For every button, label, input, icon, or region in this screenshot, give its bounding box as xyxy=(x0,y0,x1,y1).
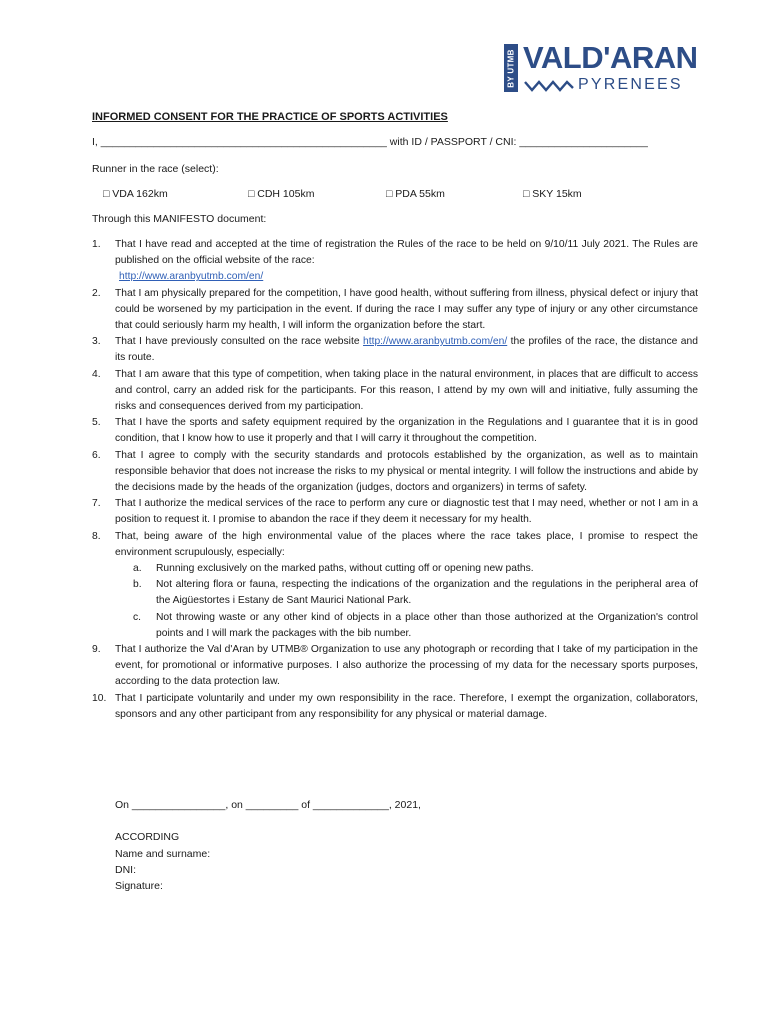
name-surname-label: Name and surname: xyxy=(115,848,211,860)
list-item xyxy=(92,334,698,366)
item-number: 1. xyxy=(92,239,101,250)
item-number: 8. xyxy=(92,530,101,542)
sub-list-item xyxy=(115,577,698,609)
utmb-badge-text: BY UTMB xyxy=(506,48,516,88)
item-number: 7. xyxy=(92,498,101,510)
signature-label: Signature: xyxy=(115,880,163,892)
list-item xyxy=(92,691,698,723)
sub-item-text: Not throwing waste or any other kind of objects in a place other than those authorized at the Organization's control points and I will mark the packages with the bib number. xyxy=(156,611,698,639)
item-text: That I authorize the medical services of the race to perform any cure or diagnostic test that I may need, whether or not I am in a position to request it. I promise to abandon the race if they deem it necessary for my health. xyxy=(115,498,698,526)
race-option-vda[interactable]: □ VDA 162km xyxy=(103,188,168,200)
sub-list-item xyxy=(115,561,698,577)
sub-item-letter: a. xyxy=(133,563,142,575)
list-item xyxy=(92,415,698,447)
item-number: 3. xyxy=(92,336,101,348)
sub-list-item xyxy=(115,610,698,642)
id-line: I, _________________________________________________ with ID / PASSPORT / CNI: ______________________ xyxy=(92,136,648,148)
mountain-icon xyxy=(524,78,574,92)
race-options xyxy=(103,187,623,201)
consent-list xyxy=(92,237,698,723)
sub-item-text: Not altering flora or fauna, respecting the indications of the organization and the regulations in the peripheral area of the Aigüestortes i Estany de Sant Maurici National Park. xyxy=(156,579,698,607)
intro-text: Through this MANIFESTO document: xyxy=(92,213,267,225)
logo-subtitle-text: PYRENEES xyxy=(578,76,683,93)
rules-link[interactable]: http://www.aranbyutmb.com/en/ xyxy=(119,271,264,283)
race-option-cdh[interactable]: □ CDH 105km xyxy=(248,188,315,200)
logo-title: VALD'ARAN xyxy=(523,40,698,75)
sub-item-letter: c. xyxy=(133,611,142,623)
list-item xyxy=(92,237,698,286)
item-text-post: the profiles of the race, the distance and its route. xyxy=(115,336,698,364)
document-title: INFORMED CONSENT FOR THE PRACTICE OF SPORTS ACTIVITIES xyxy=(92,111,448,123)
item-text: That I am physically prepared for the competition, I have good health, without suffering from illness, physical defect or injury that could be worsened by my participation in the event. If during the race I may suffer any type of injury or any other circumstance that could seriously harm my health, I will inform the organization before the start. xyxy=(115,287,698,332)
sub-item-letter: b. xyxy=(133,579,142,591)
website-link[interactable]: http://www.aranbyutmb.com/en/ xyxy=(363,336,508,348)
logo-subtitle xyxy=(524,76,683,94)
item-number: 4. xyxy=(92,368,101,380)
item-text: That I am aware that this type of competition, when taking place in the natural environment, in places that are difficult to access and control, carry an added risk for the participants. For this reason, I attend by my own will and initiative, fully assuming the risks and consequences derived from my participation. xyxy=(115,368,698,413)
item-number: 5. xyxy=(92,417,101,429)
according-label: ACCORDING xyxy=(115,831,180,843)
sub-item-text: Running exclusively on the marked paths, without cutting off or opening new paths. xyxy=(156,563,534,575)
race-option-sky[interactable]: □ SKY 15km xyxy=(523,188,582,200)
item-text: That I agree to comply with the security standards and protocols established by the organization, as well as to maintain responsible behavior that does not increase the risks to my physical or mental integrity. I will follow the instructions and abide by the decisions made by the heads of the organization (judges, doctors and organizers) in terms of safety. xyxy=(115,449,698,494)
item-number: 9. xyxy=(92,644,101,656)
item-number: 10. xyxy=(92,692,107,704)
item-text: That, being aware of the high environmental value of the places where the race takes place, I promise to respect the environment scrupulously, especially: xyxy=(115,530,698,558)
item-number: 6. xyxy=(92,449,101,461)
item-text: That I participate voluntarily and under my own responsibility in the race. Therefore, I exempt the organization, collaborators, sponsors and any other participant from any responsibility for any physical or material damage. xyxy=(115,692,698,720)
race-option-pda[interactable]: □ PDA 55km xyxy=(386,188,445,200)
date-line: On ________________, on _________ of _____________, 2021, xyxy=(115,799,421,811)
race-prompt: Runner in the race (select): xyxy=(92,163,219,175)
item-text: That I authorize the Val d'Aran by UTMB® Organization to use any photograph or recording that I take of my participation in the event, for promotional or informative purposes. I also authorize the processing of my data for the necessary sports purposes, according to the data protection law. xyxy=(115,644,698,688)
list-item xyxy=(92,529,698,642)
dni-label: DNI: xyxy=(115,864,136,876)
list-item xyxy=(92,286,698,335)
valdaran-logo xyxy=(504,40,700,94)
list-item xyxy=(92,642,698,691)
item-text-pre: That I have previously consulted on the race website xyxy=(115,336,363,348)
item-text: That I have read and accepted at the time of registration the Rules of the race to be held on 9/10/11 July 2021. The Rules are published on the official website of the race: xyxy=(115,239,698,267)
list-item xyxy=(92,448,698,497)
environment-sublist xyxy=(115,561,698,642)
item-number: 2. xyxy=(92,287,101,299)
list-item xyxy=(92,367,698,416)
utmb-badge xyxy=(504,44,518,92)
item-text: That I have the sports and safety equipment required by the organization in the Regulations and I guarantee that it is in good condition, that I know how to use it properly and that I will carry it throughout the competition. xyxy=(115,417,698,445)
list-item xyxy=(92,496,698,528)
